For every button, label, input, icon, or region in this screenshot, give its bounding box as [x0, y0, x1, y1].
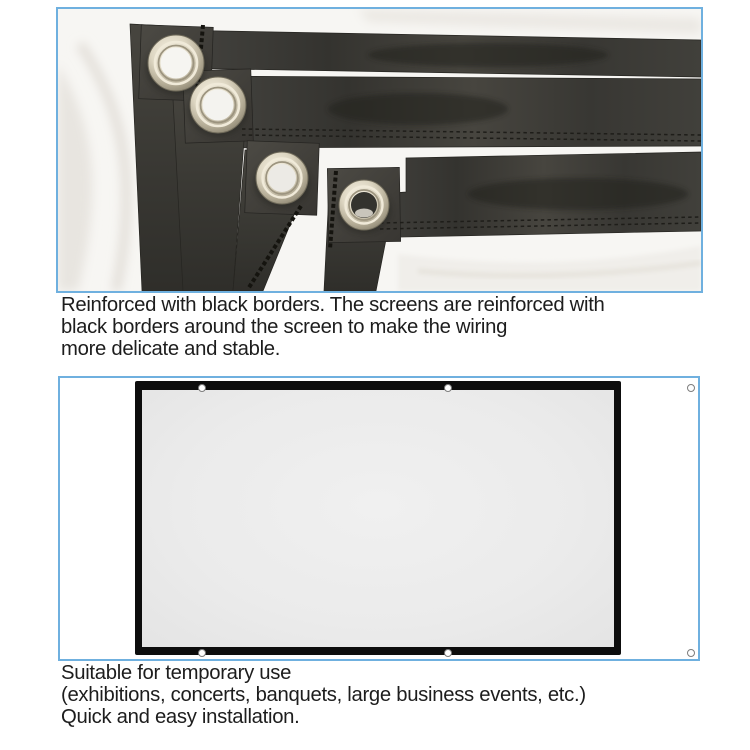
- grommet-eyelet-4: [339, 180, 389, 230]
- eyelet-dot-bottom-right: [687, 649, 695, 657]
- caption-line: Reinforced with black borders. The screens are reinforced with: [61, 294, 605, 316]
- eyelet-dot-bottom-left: [198, 649, 206, 657]
- caption-suitable: [61, 663, 721, 728]
- caption-line: (exhibitions, concerts, banquets, large business events, etc.): [61, 683, 586, 706]
- grommet-eyelet-1: [148, 35, 204, 91]
- grommet-eyelet-2: [190, 77, 246, 133]
- caption-line: Suitable for temporary use: [61, 662, 292, 684]
- caption-line: Quick and easy installation.: [61, 705, 300, 728]
- caption-line: black borders around the screen to make the wiring: [61, 315, 508, 338]
- caption-line: more delicate and stable.: [61, 337, 281, 360]
- photo-black-borders-grommets: [56, 7, 703, 293]
- eyelet-dot-top-left: [198, 384, 206, 392]
- fabric-photo-illustration: [58, 9, 701, 291]
- eyelet-dot-top-right: [687, 384, 695, 392]
- grommet-eyelet-3: [256, 152, 308, 204]
- screen-surface: [142, 390, 614, 647]
- screen-black-border: [135, 381, 621, 655]
- diagram-projection-screen: [58, 376, 700, 661]
- eyelet-dot-bottom-center: [444, 649, 452, 657]
- caption-reinforced: [61, 295, 721, 360]
- eyelet-dot-top-center: [444, 384, 452, 392]
